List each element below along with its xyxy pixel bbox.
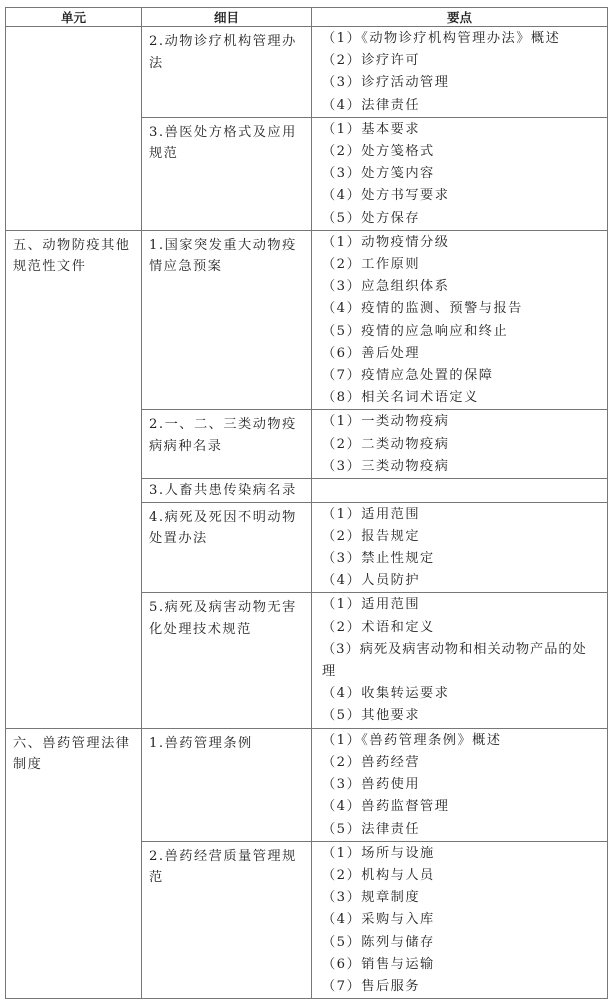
unit-cell: 五、动物防疫其他规范性文件: [6, 230, 142, 728]
point-item: （2）诊疗许可: [322, 53, 421, 69]
point-item: （6）善后处理: [322, 345, 421, 361]
point-item: （4）收集转运要求: [322, 686, 450, 702]
points-cell: [312, 479, 608, 503]
point-item: （2）兽药经营: [322, 754, 421, 770]
detail-cell: 3.人畜共患传染病名录: [142, 479, 312, 503]
point-item: （1）适用范围: [322, 597, 421, 613]
point-item: （3）处方笺内容: [322, 166, 435, 182]
point-item: （3）兽药使用: [322, 777, 421, 793]
point-item: （5）法律责任: [322, 821, 421, 837]
point-item: （1）动物疫情分级: [322, 234, 450, 250]
point-item: （1）《动物诊疗机构管理办法》概述: [322, 31, 561, 46]
table-row: [6, 728, 608, 841]
detail-cell: 2.动物诊疗机构管理办法: [142, 27, 312, 118]
points-cell: [312, 502, 608, 593]
header-detail: 细目: [142, 8, 312, 27]
detail-cell: 4.病死及死因不明动物处置办法: [142, 502, 312, 593]
points-cell: [312, 230, 608, 410]
unit-cell: [6, 27, 142, 231]
point-item: （4）处方书写要求: [322, 188, 450, 204]
points-cell: [312, 27, 608, 118]
point-item: （2）工作原则: [322, 257, 421, 273]
header-points: 要点: [312, 8, 608, 27]
point-item: （2）机构与人员: [322, 867, 435, 883]
point-item: （4）采购与入库: [322, 912, 435, 928]
point-item: （1）场所与设施: [322, 845, 435, 861]
detail-cell: 2.一、二、三类动物疫病病种名录: [142, 410, 312, 479]
table-row: [6, 230, 608, 410]
point-item: （2）术语和定义: [322, 619, 435, 635]
point-item: （2）处方笺格式: [322, 144, 435, 160]
point-item: （2）二类动物疫病: [322, 436, 450, 452]
table-row: [6, 27, 608, 118]
point-item: （3）三类动物疫病: [322, 458, 450, 474]
header-unit: 单元: [6, 8, 142, 27]
points-cell: [312, 410, 608, 479]
point-item: （4）人员防护: [322, 573, 421, 589]
points-cell: [312, 593, 608, 728]
points-cell: [312, 841, 608, 998]
detail-cell: 5.病死及病害动物无害化处理技术规范: [142, 593, 312, 728]
points-cell: [312, 728, 608, 841]
point-item: （3）应急组织体系: [322, 279, 450, 295]
detail-cell: 1.兽药管理条例: [142, 728, 312, 841]
point-item: （3）诊疗活动管理: [322, 75, 450, 91]
point-item: （2）报告规定: [322, 528, 421, 544]
points-cell: [312, 117, 608, 230]
point-item: （1）适用范围: [322, 506, 421, 522]
point-item: （1）一类动物疫病: [322, 414, 450, 430]
detail-cell: 2.兽药经营质量管理规范: [142, 841, 312, 998]
point-item: （4）法律责任: [322, 97, 421, 113]
unit-cell: 六、兽药管理法律制度: [6, 728, 142, 998]
detail-cell: 3.兽医处方格式及应用规范: [142, 117, 312, 230]
point-item: （4）兽药监督管理: [322, 799, 450, 815]
point-item: （3）规章制度: [322, 890, 421, 906]
syllabus-table: [5, 7, 608, 999]
detail-cell: 1.国家突发重大动物疫情应急预案: [142, 230, 312, 410]
point-item: （5）处方保存: [322, 210, 421, 226]
point-item: （5）其他要求: [322, 708, 421, 724]
table-header-row: [6, 8, 608, 27]
point-item: （8）相关名词术语定义: [322, 390, 479, 406]
point-item: （3）病死及病害动物和相关动物产品的处理: [322, 641, 587, 680]
point-item: （1）基本要求: [322, 121, 421, 137]
point-item: （5）陈列与储存: [322, 934, 435, 950]
point-item: （7）售后服务: [322, 978, 421, 994]
point-item: （7）疫情应急处置的保障: [322, 368, 494, 384]
point-item: （1）《兽药管理条例》概述: [322, 732, 502, 748]
point-item: （3）禁止性规定: [322, 551, 435, 567]
point-item: （5）疫情的应急响应和终止: [322, 323, 509, 339]
point-item: （6）销售与运输: [322, 956, 435, 972]
point-item: （4）疫情的监测、预警与报告: [322, 301, 523, 317]
